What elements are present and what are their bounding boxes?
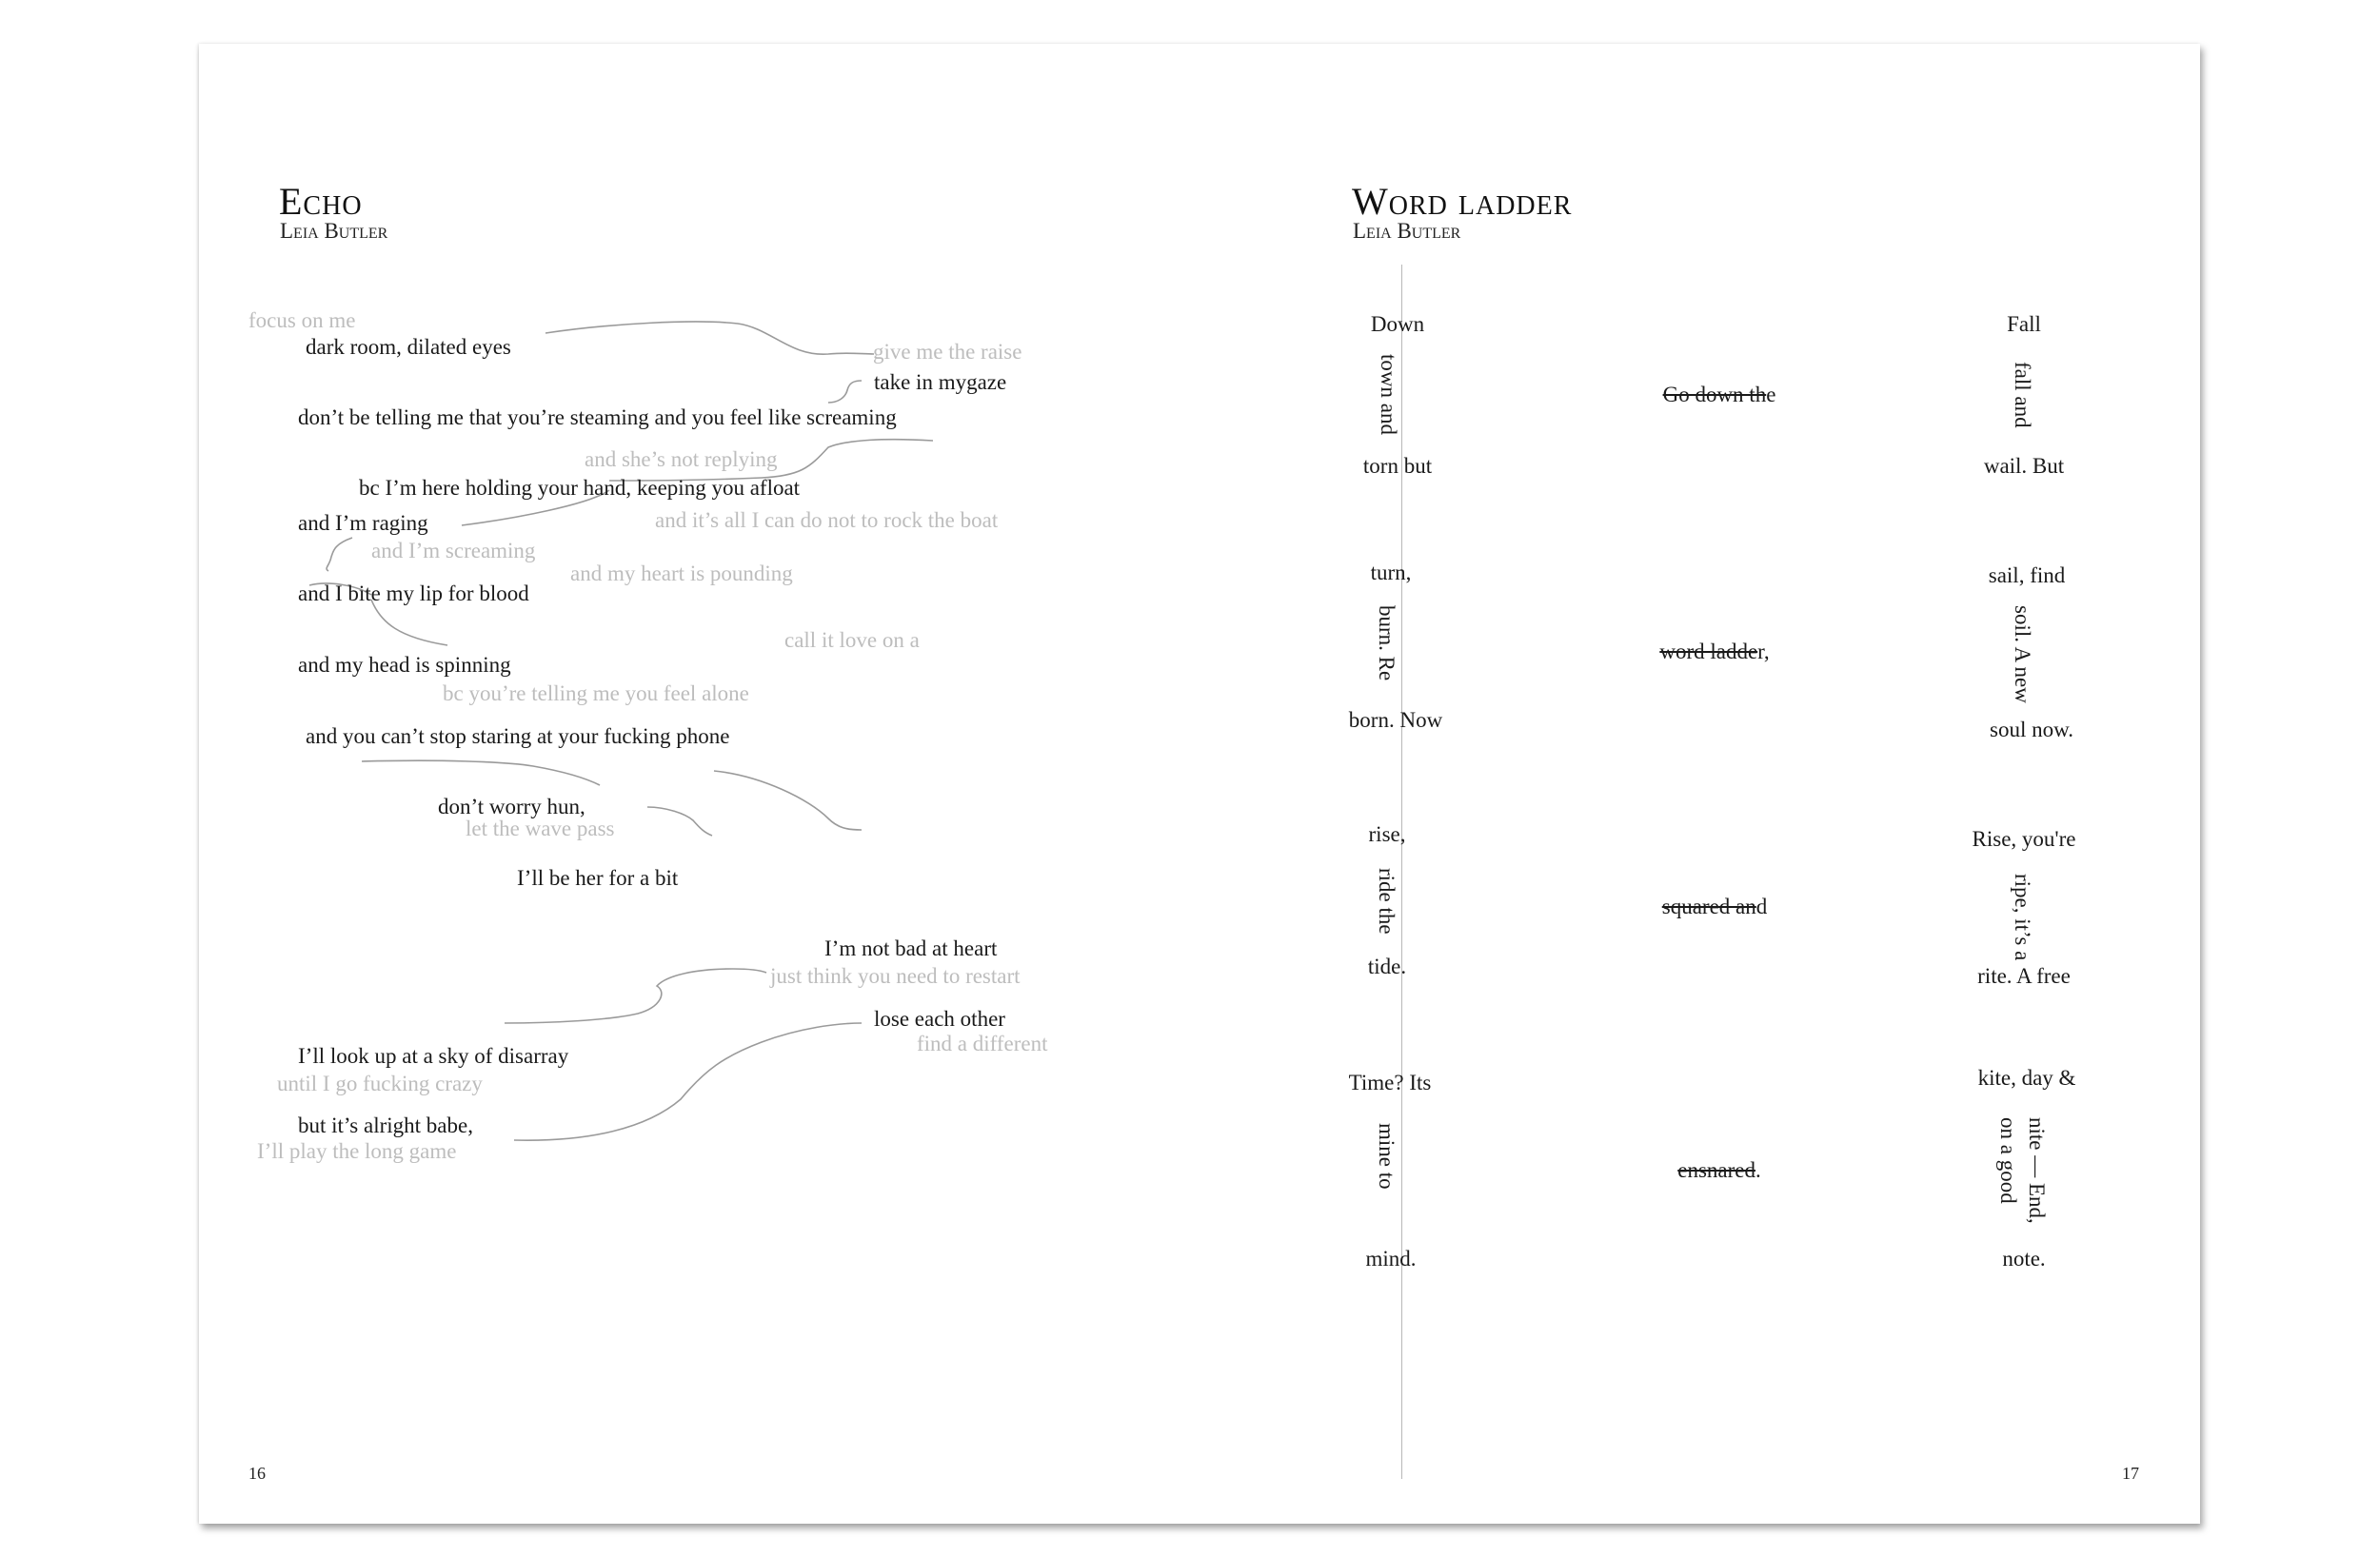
ladder-vertical-text: town and [1377, 354, 1400, 435]
ladder-word: tide. [1367, 955, 1407, 978]
ladder-word: turn, [1370, 561, 1412, 584]
poem-line: but it’s alright babe, [298, 1114, 473, 1137]
poem-line: and I bite my lip for blood [298, 581, 529, 605]
echo-text: call it love on a [784, 628, 920, 652]
poem-line: and my head is spinning [298, 653, 511, 677]
poem-line: and I’m raging [298, 511, 428, 535]
poem-line: don’t worry hun, [438, 795, 585, 818]
page-title: Echo [279, 180, 363, 223]
ladder-middle-phrase [1659, 640, 1769, 664]
ladder-middle-phrase [1663, 383, 1776, 407]
ladder-vertical-text: soil. A new [2011, 605, 2034, 703]
page-title: Word ladder [1352, 180, 1573, 223]
ladder-word: torn but [1362, 454, 1433, 478]
struck-text: squared an [1661, 895, 1756, 918]
ladder-word: mind. [1365, 1247, 1417, 1271]
echo-text: until I go fucking crazy [277, 1072, 483, 1095]
author-name: Leia Butler [1353, 219, 1461, 243]
echo-text: bc you’re telling me you feel alone [443, 681, 749, 705]
ladder-vertical-text: fall and [2011, 362, 2034, 428]
ladder-word: Rise, you're [1972, 827, 2076, 851]
echo-text: let the wave pass [466, 817, 615, 840]
echo-text: and it’s all I can do not to rock the boat [655, 508, 999, 532]
ladder-word: sail, find [1988, 563, 2066, 587]
echo-text: and my heart is pounding [570, 562, 793, 585]
ladder-word: soul now. [1990, 718, 2073, 741]
ladder-word: Time? Its [1348, 1071, 1432, 1094]
poem-line: I’m not bad at heart [824, 936, 998, 960]
ladder-word: rise, [1368, 822, 1406, 846]
ladder-word: Down [1370, 312, 1425, 336]
poem-line: bc I’m here holding your hand, keeping you afloat [359, 476, 801, 500]
poem-line: take in mygaze [874, 370, 1007, 394]
ladder-word: Fall [2007, 312, 2041, 336]
ladder-vertical-text [1993, 1117, 2051, 1224]
author-name: Leia Butler [280, 219, 388, 243]
echo-text: just think you need to restart [770, 964, 1021, 988]
ladder-middle-phrase [1662, 895, 1768, 919]
struck-text: word ladde [1659, 640, 1758, 663]
ladder-word: born. Now [1348, 708, 1443, 732]
vertical-line: on a good [1996, 1117, 2020, 1204]
ladder-vertical-text: burn. Re [1375, 605, 1398, 681]
poem-line: lose each other [874, 1007, 1005, 1031]
echo-text: and I’m screaming [371, 539, 536, 562]
echo-text: give me the raise [873, 340, 1022, 364]
vertical-line: nite — End, [2025, 1117, 2049, 1224]
ladder-vertical-text: ripe, it’s a [2011, 874, 2034, 961]
ladder-vertical-text: ride the [1375, 868, 1398, 935]
struck-text: Go down th [1662, 383, 1767, 406]
poem-line: I’ll be her for a bit [517, 866, 679, 890]
struck-text: ensnared [1677, 1158, 1755, 1182]
ladder-word: rite. A free [1977, 964, 2071, 988]
page-number: 17 [2122, 1464, 2139, 1483]
ladder-word: note. [2002, 1247, 2046, 1271]
poem-line: dark room, dilated eyes [306, 335, 511, 359]
echo-text: and she’s not replying [585, 447, 778, 471]
ladder-vertical-text: mine to [1375, 1123, 1398, 1190]
book-spread [199, 44, 2200, 1524]
echo-text: find a different [917, 1032, 1048, 1055]
ladder-word: wail. But [1983, 454, 2065, 478]
echo-text: I’ll play the long game [257, 1139, 457, 1163]
poem-line: don’t be telling me that you’re steaming and you feel like screaming [298, 405, 897, 429]
poem-line: I’ll look up at a sky of disarray [298, 1044, 569, 1068]
ladder-word: kite, day & [1977, 1066, 2076, 1090]
ladder-middle-phrase [1677, 1158, 1761, 1183]
middle-text: e [1766, 383, 1776, 406]
poem-line: and you can’t stop staring at your fucking phone [306, 724, 730, 748]
page-number: 16 [248, 1464, 266, 1483]
middle-text: r, [1757, 640, 1770, 663]
middle-text: . [1755, 1158, 1761, 1182]
middle-text: d [1755, 895, 1768, 918]
echo-text: focus on me [248, 308, 356, 332]
page-gutter-divider [1401, 265, 1402, 1479]
